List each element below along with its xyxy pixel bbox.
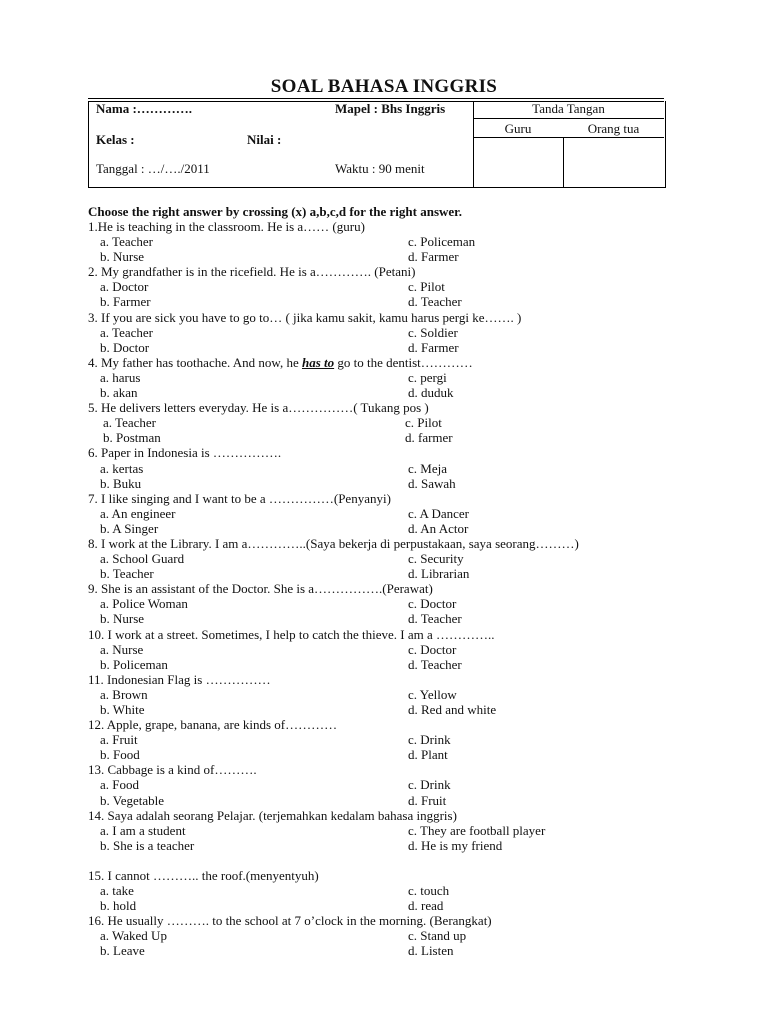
option-d[interactable]: d. duduk — [408, 385, 454, 401]
guru-label: Guru — [504, 121, 532, 136]
option-b[interactable]: b. Nurse — [100, 611, 145, 627]
question-16 — [88, 913, 688, 958]
question-8 — [88, 536, 688, 581]
option-c[interactable]: c. Drink — [408, 732, 451, 748]
page-title: SOAL BAHASA INGGRIS — [270, 76, 498, 97]
option-a[interactable]: a. kertas — [100, 460, 144, 476]
waktu-field: Waktu : 90 menit — [335, 161, 425, 176]
option-b[interactable]: b. Food — [100, 747, 140, 763]
option-c[interactable]: c. Stand up — [408, 928, 467, 944]
question-7 — [88, 491, 688, 536]
question-10 — [88, 627, 688, 672]
option-a[interactable]: a. Nurse — [100, 641, 144, 657]
option-a[interactable]: a. Teacher — [100, 324, 153, 340]
option-c[interactable]: c. touch — [408, 883, 450, 899]
option-c[interactable]: c. Soldier — [408, 324, 458, 340]
option-d[interactable]: d. Teacher — [408, 656, 462, 672]
option-d[interactable]: d. Farmer — [408, 249, 459, 265]
option-d[interactable]: d. Fruit — [408, 792, 447, 808]
kelas-field: Kelas : — [96, 132, 135, 147]
question-13 — [88, 762, 688, 807]
question-text: 12. Apple, grape, banana, are kinds of………… — [88, 717, 338, 733]
option-a[interactable]: a. Waked Up — [100, 928, 167, 944]
option-a[interactable]: a. Brown — [100, 686, 148, 702]
question-11 — [88, 672, 688, 717]
option-c[interactable]: c. Yellow — [408, 686, 457, 702]
question-text: 15. I cannot ……….. the roof.(menyentyuh) — [88, 867, 319, 883]
question-text: 1.He is teaching in the classroom. He is a…… (guru) — [88, 219, 365, 234]
nilai-field: Nilai : — [247, 132, 282, 147]
question-text: 6. Paper in Indonesia is ……………. — [88, 445, 282, 461]
option-d[interactable]: d. Librarian — [408, 566, 470, 582]
option-c[interactable]: c. Doctor — [408, 641, 457, 657]
header-divider — [473, 118, 664, 119]
option-c[interactable]: c. Security — [408, 551, 464, 567]
option-d[interactable]: d. Teacher — [408, 294, 462, 310]
question-text — [88, 355, 688, 370]
option-a[interactable]: a. Food — [100, 777, 139, 793]
option-a[interactable]: a. Teacher — [100, 234, 153, 250]
option-b[interactable]: b. akan — [100, 385, 138, 401]
option-b[interactable]: b. Farmer — [100, 294, 151, 310]
question-text: 10. I work at a street. Sometimes, I help to catch the thieve. I am a ………….. — [88, 626, 495, 642]
option-b[interactable]: b. Vegetable — [100, 792, 165, 808]
option-b[interactable]: b. Leave — [100, 943, 145, 959]
question-text: 13. Cabbage is a kind of………. — [88, 762, 257, 778]
option-b[interactable]: b. Doctor — [100, 339, 150, 355]
spacer — [88, 853, 688, 868]
header-divider — [563, 137, 564, 187]
option-d[interactable]: d. farmer — [405, 430, 453, 446]
question-text: 5. He delivers letters everyday. He is a……………( Tukang pos ) — [88, 400, 429, 416]
question-15 — [88, 868, 688, 913]
option-d[interactable]: d. He is my friend — [408, 837, 503, 853]
option-c[interactable]: c. Doctor — [408, 596, 457, 612]
question-4 — [88, 355, 688, 400]
question-text: 11. Indonesian Flag is …………… — [88, 671, 271, 687]
header-divider — [473, 137, 664, 138]
option-a[interactable]: a. Teacher — [103, 415, 156, 431]
option-d[interactable]: d. Farmer — [408, 339, 459, 355]
option-b[interactable]: b. A Singer — [100, 520, 159, 536]
question-2 — [88, 264, 688, 309]
question-text: 9. She is an assistant of the Doctor. She is a…………….(Perawat) — [88, 581, 433, 597]
option-d[interactable]: d. Plant — [408, 747, 448, 763]
option-c[interactable]: c. They are football player — [408, 822, 546, 838]
question-text-pre: 4. My father has toothache. And now, he — [88, 354, 302, 370]
question-text: 8. I work at the Library. I am a…………..(Saya bekerja di perpustakaan, saya seorang………) — [88, 535, 579, 551]
header-rule — [88, 98, 664, 99]
option-a[interactable]: a. Fruit — [100, 732, 138, 748]
option-a[interactable]: a. School Guard — [100, 551, 185, 567]
option-d[interactable]: d. Sawah — [408, 475, 456, 491]
question-text: 3. If you are sick you have to go to… ( jika kamu sakit, kamu harus pergi ke……. ) — [88, 309, 522, 325]
option-b[interactable]: b. She is a teacher — [100, 837, 195, 853]
emphasized-phrase: has to — [301, 354, 335, 370]
option-b[interactable]: b. Policeman — [100, 656, 168, 672]
option-d[interactable]: d. Listen — [408, 943, 454, 959]
question-6 — [88, 445, 688, 490]
orang-tua-label: Orang tua — [587, 121, 640, 136]
option-c[interactable]: c. Pilot — [408, 279, 445, 295]
instruction: Choose the right answer by crossing (x) a,b,c,d for the right answer. — [88, 204, 462, 219]
question-5 — [88, 400, 688, 445]
question-1 — [88, 219, 688, 264]
option-c[interactable]: c. pergi — [408, 369, 447, 385]
question-text: 14. Saya adalah seorang Pelajar. (terjemahkan kedalam bahasa inggris) — [88, 807, 457, 823]
question-3 — [88, 310, 688, 355]
option-c[interactable]: c. Drink — [408, 777, 451, 793]
question-9 — [88, 581, 688, 626]
question-12 — [88, 717, 688, 762]
option-b[interactable]: b. Teacher — [100, 566, 154, 582]
option-b[interactable]: b. White — [100, 702, 145, 717]
option-b[interactable]: b. Nurse — [100, 249, 145, 265]
mapel-field: Mapel : Bhs Inggris — [335, 101, 446, 116]
question-text: 16. He usually ………. to the school at 7 o’clock in the morning. (Berangkat) — [88, 913, 492, 929]
option-a[interactable]: a. harus — [100, 369, 141, 385]
question-list — [88, 204, 688, 959]
option-d[interactable]: d. read — [408, 898, 444, 914]
option-b[interactable]: b. hold — [100, 898, 137, 914]
option-c[interactable]: c. Pilot — [405, 415, 442, 431]
option-a[interactable]: a. take — [100, 883, 134, 899]
option-c[interactable]: c. A Dancer — [408, 505, 470, 521]
option-d[interactable]: d. Teacher — [408, 611, 462, 627]
question-text: 7. I like singing and I want to be a ……………(Penyanyi) — [88, 490, 391, 506]
header-table — [88, 98, 666, 188]
option-b[interactable]: b. Postman — [103, 430, 161, 446]
question-text: 2. My grandfather is in the ricefield. He is a…………. (Petani) — [88, 264, 416, 280]
question-14 — [88, 808, 688, 853]
option-c[interactable]: c. Meja — [408, 460, 447, 476]
option-d[interactable]: d. An Actor — [408, 520, 469, 536]
question-text-post: go to the dentist………… — [334, 354, 473, 370]
option-a[interactable]: a. Doctor — [100, 279, 149, 295]
option-a[interactable]: a. Police Woman — [100, 596, 188, 612]
option-d[interactable]: d. Red and white — [408, 702, 497, 717]
option-a[interactable]: a. I am a student — [100, 822, 186, 838]
tanda-tangan-label: Tanda Tangan — [532, 101, 605, 116]
tanggal-field: Tanggal : …/…./2011 — [96, 161, 210, 176]
nama-field: Nama :…………. — [96, 101, 193, 116]
option-a[interactable]: a. An engineer — [100, 505, 176, 521]
option-c[interactable]: c. Policeman — [408, 234, 476, 250]
option-b[interactable]: b. Buku — [100, 475, 142, 491]
